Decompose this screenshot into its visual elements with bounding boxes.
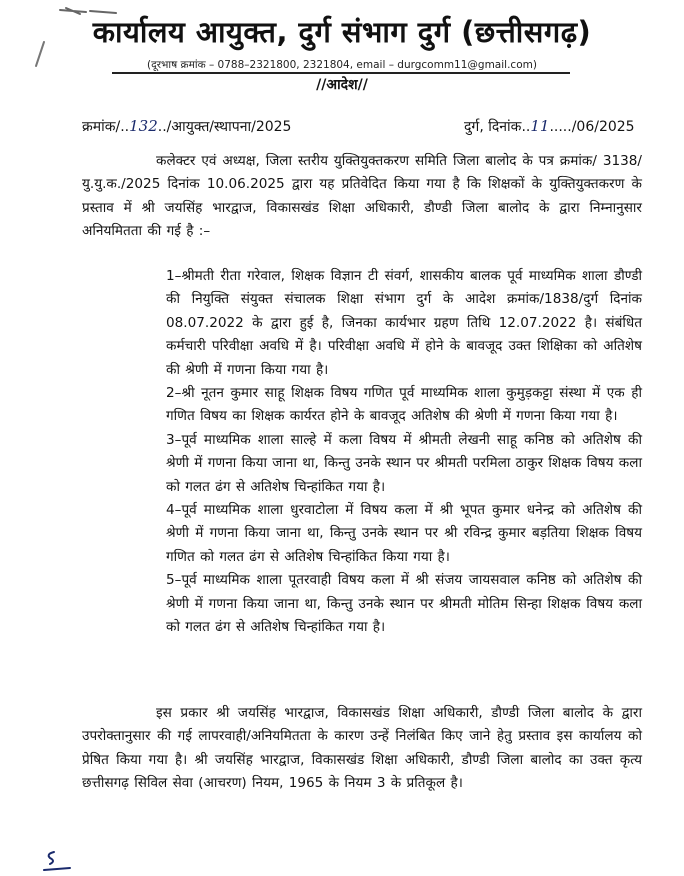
ref-suffix: /आयुक्त/स्थापना/2025 [166,119,292,135]
order-reference-number: क्रमांक/..132../आयुक्त/स्थापना/2025 [82,117,292,135]
handwritten-day: 11 [530,117,550,135]
order-date: दुर्ग, दिनांक..11...../06/2025 [464,117,635,135]
ref-prefix: क्रमांक/ [82,119,121,135]
order-heading: //आदेश// [316,77,368,93]
intro-paragraph: कलेक्टर एवं अध्यक्ष, जिला स्तरीय युक्तियुक्तकरण समिति जिला बालोद के पत्र क्रमांक/ 3138/यु.यु.क./2025 दिनांक 10.06.2025 द्वारा यह प्रतिवेदित किया गया है कि शिक्षकों के युक्तियुक्तकरण के प्रस्ताव में श्री जयसिंह भारद्वाज, विकासखंड शिक्षा अधिकारी, डौण्डी जिला बालोद के द्वारा निम्नानुसार अनियमितता की गई है :– [82,153,642,240]
office-title: कार्यालय आयुक्त, दुर्ग संभाग दुर्ग (छत्तीसगढ़) [92,15,592,49]
irregularities-list [166,265,642,640]
list-item: 4–पूर्व माध्यमिक शाला धुरवाटोला में विषय कला में श्री भूपत कुमार धनेन्द्र को अतिशेष की श्रेणी में गणना किया जाना था, किन्तु उनके स्थान पर श्री रविन्द्र कुमार बड़तिया शिक्षक विषय गणित को गलत ढंग से अतिशेष चिन्हांकित किया गया है। [166,502,642,565]
list-item: 2–श्री नूतन कुमार साहू शिक्षक विषय गणित पूर्व माध्यमिक शाला कुमुड़कट्टा संस्था में एक ही गणित विषय का शिक्षक कार्यरत होने के बावजूद अतिशेष की श्रेणी में गणना किया गया है। [166,385,642,425]
handwritten-order-number: 132 [129,117,158,135]
list-item: 1–श्रीमती रीता गरेवाल, शिक्षक विज्ञान टी संवर्ग, शासकीय बालक पूर्व माध्यमिक शाला डौण्डी की नियुक्ति संयुक्त संचालक शिक्षा संभाग दुर्ग के आदेश क्रमांक/1838/दुर्ग दिनांक 08.07.2022 के द्वारा हुई है, जिनका कार्यभार ग्रहण तिथि 12.07.2022 है। संबंधित कर्मचारी परिवीक्षा अवधि में है। परिवीक्षा अवधि में होने के बावजूद उक्त शिक्षिका को अतिशेष की श्रेणी में गणना किया गया है। [166,268,642,378]
header-divider [112,72,570,74]
handwritten-initial-mark [40,848,74,874]
list-item: 5–पूर्व माध्यमिक शाला पूतरवाही विषय कला में श्री संजय जायसवाल कनिष्ठ को अतिशेष की श्रेणी में गणना किया जाना था, किन्तु उनके स्थान पर श्रीमती मोतिम सिन्हा शिक्षक विषय कला को गलत ढंग से अतिशेष चिन्हांकित गया है। [166,572,642,636]
conclusion-paragraph: इस प्रकार श्री जयसिंह भारद्वाज, विकासखंड शिक्षा अधिकारी, डौण्डी जिला बालोद के द्वारा उपरोक्तानुसार की गई लापरवाही/अनियमितता के कारण उन्हें निलंबित किए जाने हेतु प्रस्ताव इस कार्यालय को प्रेषित किया गया है। श्री जयसिंह भारद्वाज, विकासखंड शिक्षा अधिकारी, डौण्डी जिला बालोद का उक्त कृत्य छत्तीसगढ़ सिविल सेवा (आचरण) नियम, 1965 के नियम 3 के प्रतिकूल है। [82,705,642,792]
office-contact: (दूरभाष क्रमांक – 0788–2321800, 2321804, email – durgcomm11@gmail.com) [147,59,537,71]
date-prefix: दुर्ग, दिनांक [464,119,522,135]
date-suffix: /06/2025 [571,119,635,135]
list-item: 3–पूर्व माध्यमिक शाला साल्हे में कला विषय में श्रीमती लेखनी साहू कनिष्ठ को अतिशेष की श्रेणी में गणना किया जाना था, किन्तु उनके स्थान पर श्रीमती परमिला ठाकुर शिक्षक विषय कला को गलत ढंग से अतिशेष चिन्हांकित गया है। [166,431,642,495]
